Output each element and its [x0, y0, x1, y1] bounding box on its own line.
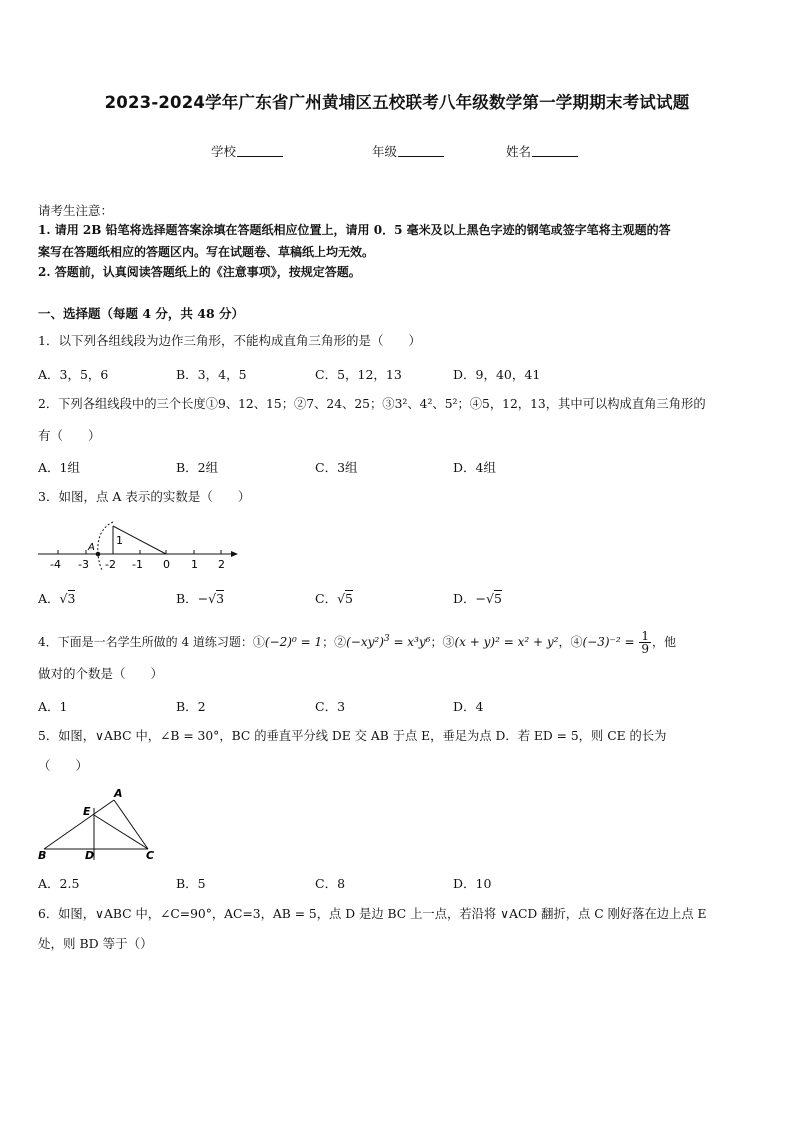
tick-label: -1: [132, 558, 143, 571]
page-title: 2023-2024学年广东省广州黄埔区五校联考八年级数学第一学期期末考试试题: [104, 93, 690, 112]
point-a-dot: [96, 552, 101, 557]
q2-stem-b: 有（ ）: [38, 428, 101, 443]
tick-label: 2: [218, 558, 225, 571]
tick-label: -3: [78, 558, 89, 571]
q5-triangle-figure: [36, 788, 161, 863]
option-sign: −: [197, 591, 209, 606]
q5-option-c: C．8: [315, 876, 346, 891]
sqrt-sign: √: [337, 591, 346, 606]
q4-expr-3: (x + y)² = x² + y²: [454, 635, 559, 649]
q3-option-d: [453, 589, 502, 607]
radicand: 5: [493, 591, 502, 606]
q4-intro: 4．下面是一名学生所做的 4 道练习题：①: [38, 635, 265, 649]
name-field: [506, 142, 578, 160]
q3-option-b: [176, 589, 224, 607]
label-e: E: [83, 805, 91, 818]
q2-option-b: B．2组: [176, 460, 219, 475]
fraction-numerator: 1: [641, 629, 649, 643]
side-ba: [44, 800, 114, 849]
q5-stem-a: 5．如图，∨ABC 中，∠B = 30°，BC 的垂直平分线 DE 交 AB 于点 E，垂足为点 D．若 ED = 5，则 CE 的长为: [38, 729, 667, 743]
option-letter: A．: [38, 591, 60, 606]
notice-line-1a: 1. 请用 2B 铅笔将选择题答案涂填在答题纸相应位置上，请用 0．5 毫米及以上黑色字迹的钢笔或签字笔将主观题的答: [38, 223, 671, 237]
q1-option-d: D．9，40，41: [453, 367, 541, 382]
q4-sep: ，他: [652, 635, 677, 649]
q4-expr-2-base: (−xy²): [346, 635, 384, 649]
option-letter: B．: [176, 591, 198, 606]
tick-label: -4: [50, 558, 61, 571]
q1-option-a: A．3，5，6: [38, 367, 109, 382]
q4-expr-4: (−3)⁻² =: [582, 635, 639, 649]
q1-stem: 1．以下列各组线段为边作三角形，不能构成直角三角形的是（ ）: [38, 333, 421, 348]
grade-field: [372, 142, 444, 160]
section-heading: 一、选择题（每题 4 分，共 48 分）: [38, 306, 245, 321]
tick-label: 1: [191, 558, 198, 571]
q4-expr-2-exp: 3: [383, 634, 390, 644]
notice-line-1b: 案写在答题纸相应的答题区内。写在试题卷、草稿纸上均无效。: [38, 245, 375, 259]
q4-expr-1: (−2)⁰ = 1: [264, 635, 323, 649]
label-a: A: [114, 787, 123, 800]
tick-label: 0: [163, 558, 170, 571]
q4-expr-2-rhs: = x³y⁶: [389, 635, 431, 649]
radicand: 3: [216, 591, 225, 606]
q1-option-b: B．3，4，5: [176, 367, 247, 382]
height-label: 1: [116, 534, 123, 547]
q4-stem-b: 做对的个数是（ ）: [38, 666, 164, 681]
q4-option-b: B．2: [176, 699, 206, 714]
q4-option-d: D．4: [453, 699, 484, 714]
sqrt-sign: √: [208, 591, 217, 606]
radicand: 5: [345, 591, 353, 606]
grade-label: 年级: [372, 144, 398, 159]
tick-label: -2: [105, 558, 116, 571]
name-blank: [532, 144, 578, 157]
q4-sep: ；③: [430, 635, 455, 649]
school-field: [211, 142, 283, 160]
q6-stem-a: 6．如图，∨ABC 中，∠C=90°，AC=3，AB = 5，点 D 是边 BC 上一点，若沿将 ∨ACD 翻折，点 C 刚好落在边上点 E: [38, 907, 707, 921]
q6-stem-b: 处，则 BD 等于（）: [38, 936, 153, 951]
q3-number-line-figure: [36, 510, 241, 572]
label-d: D: [85, 849, 95, 862]
point-a-label: A: [88, 542, 95, 553]
q5-option-d: D．10: [453, 876, 492, 891]
q1-option-c: C．5，12，13: [315, 367, 402, 382]
radicand: 3: [67, 591, 76, 606]
option-letter: C．: [315, 591, 338, 606]
fraction-denominator: 9: [641, 642, 649, 656]
label-b: B: [38, 849, 47, 862]
q3-option-c: [315, 589, 353, 607]
name-label: 姓名: [506, 144, 532, 159]
q3-stem: 3．如图，点 A 表示的实数是（ ）: [38, 489, 251, 504]
q2-option-c: C．3组: [315, 460, 358, 475]
q4-sep: ；②: [322, 635, 347, 649]
school-label: 学校: [211, 144, 237, 159]
q2-option-d: D．4组: [453, 460, 496, 475]
sqrt-sign: √: [486, 591, 494, 606]
option-letter: D．: [453, 591, 476, 606]
q4-fraction: [639, 630, 651, 655]
axis-arrow: [231, 551, 238, 557]
school-blank: [237, 144, 283, 157]
q3-option-a: [38, 589, 75, 607]
side-ac: [114, 800, 148, 849]
q5-option-a: A．2.5: [38, 876, 80, 891]
notice-heading: 请考生注意：: [38, 203, 114, 218]
q4-option-a: A．1: [38, 699, 68, 714]
q2-stem-a: 2．下列各组线段中的三个长度①9、12、15；②7、24、25；③3²、4²、5²；④5，12，13，其中可以构成直角三角形的: [38, 397, 706, 411]
segment-ce: [94, 815, 148, 849]
q4-sep: ，④: [558, 635, 583, 649]
sqrt-sign: √: [59, 591, 68, 606]
q4-option-c: C．3: [315, 699, 346, 714]
option-sign: −: [475, 591, 487, 606]
q2-option-a: A．1组: [38, 460, 80, 475]
grade-blank: [398, 144, 444, 157]
label-c: C: [146, 849, 155, 862]
q4-stem-a: [38, 630, 676, 655]
q5-option-b: B．5: [176, 876, 206, 891]
q5-stem-b: （ ）: [38, 758, 89, 773]
notice-line-2: 2. 答题前，认真阅读答题纸上的《注意事项》，按规定答题。: [38, 265, 361, 279]
